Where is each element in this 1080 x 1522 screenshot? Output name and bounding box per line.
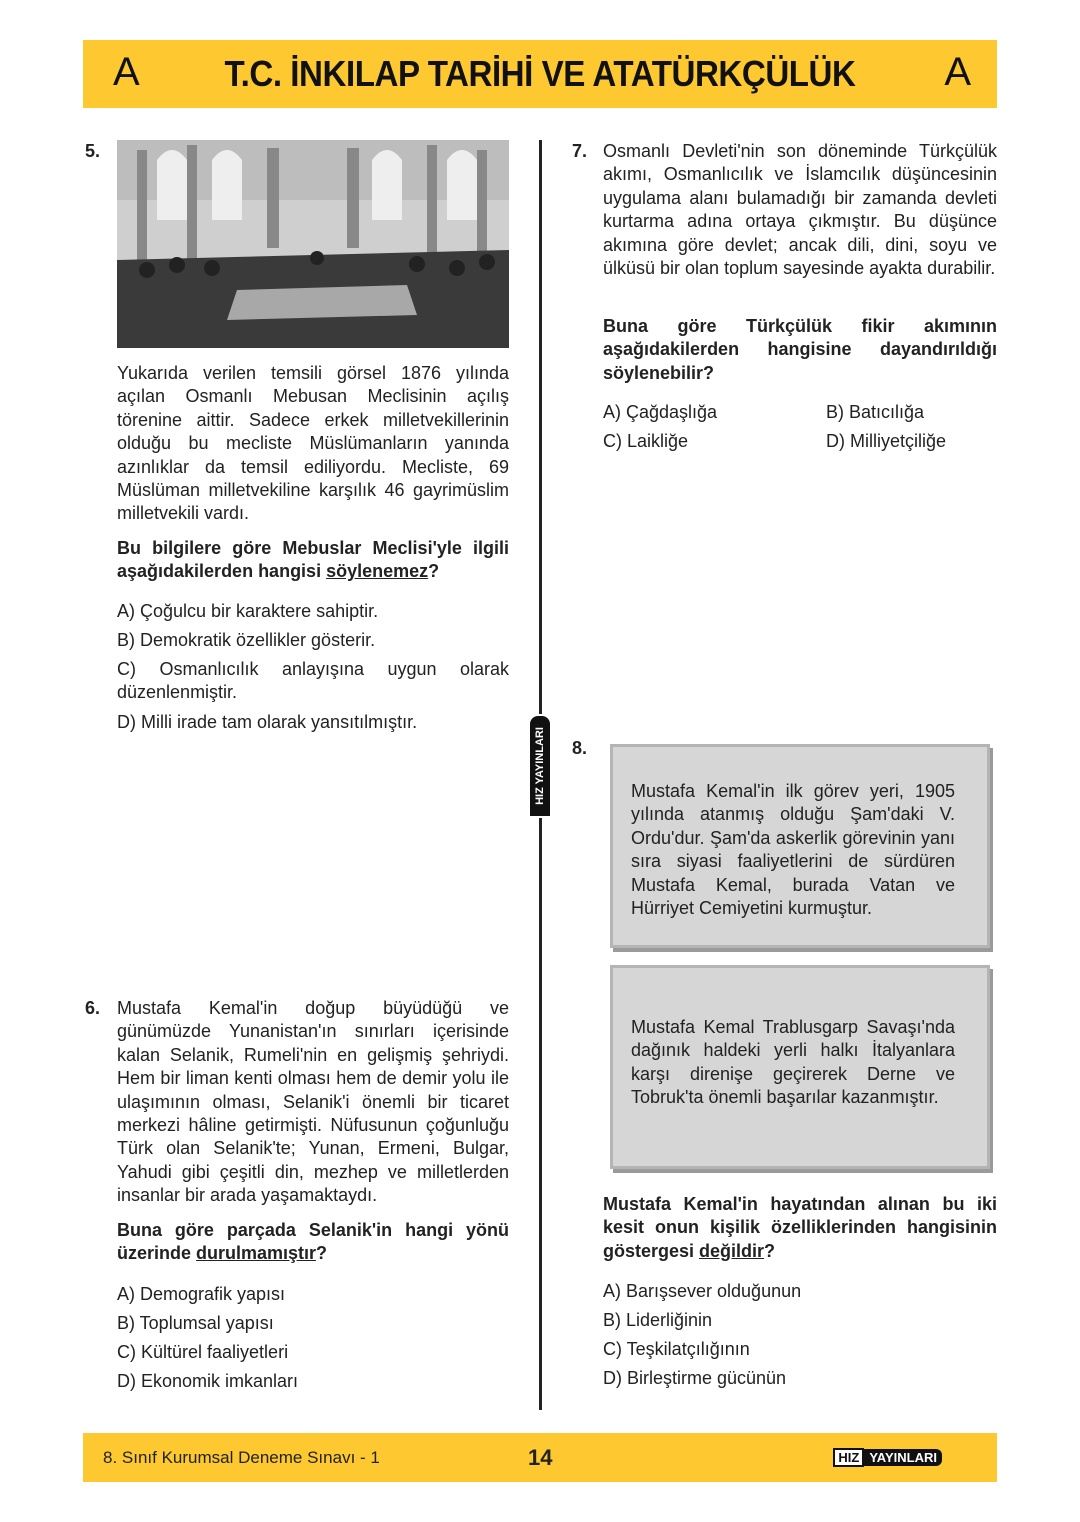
- q5-question-text: Bu bilgilere göre Mebuslar Meclisi'yle ilgili aşağıdakilerden hangisi: [117, 538, 509, 582]
- q7-number: 7.: [572, 141, 588, 161]
- q7-option-a[interactable]: A) Çağdaşlığa: [603, 402, 718, 422]
- q7-option-c[interactable]: C) Laikliğe: [603, 431, 689, 451]
- q7-option-d[interactable]: D) Milliyetçiliğe: [826, 431, 947, 451]
- q7-passage: Osmanlı Devleti'nin son döneminde Türkçülük akımı, Osmanlıcılık ve İslamcılık düşüncesinin uygulama alanı bulamadığı bir zamanda devleti kurtarma adına ortaya çıkmıştır. Bu düşünce akımına göre devlet; ancak dili, dini, soyu ve ülküsü bir olan toplum sayesinde ayakta durabilir.: [603, 141, 997, 279]
- q7-question: Buna göre Türkçülük fikir akımının aşağıdakilerden hangisine dayandırıldığı söylenebilir?: [603, 316, 997, 383]
- publisher-side-logo: [530, 716, 550, 816]
- q6-question: [117, 1219, 509, 1266]
- q5-question: [117, 537, 509, 584]
- subject-title: T.C. İNKILAP TARİHİ VE ATATÜRKÇÜLÜK: [224, 53, 856, 94]
- exam-name: 8. Sınıf Kurumsal Deneme Sınavı - 1: [103, 1448, 380, 1467]
- header-band: [83, 40, 997, 108]
- q6-option-c[interactable]: C) Kültürel faaliyetleri: [117, 1342, 289, 1362]
- q6-question-text: Buna göre parçada Selanik'in hangi yönü üzerinde: [117, 1220, 509, 1264]
- booklet-letter-right: A: [944, 50, 971, 94]
- q5-option-b[interactable]: B) Demokratik özellikler gösterir.: [117, 630, 376, 650]
- q7-option-b[interactable]: B) Batıcılığa: [826, 402, 925, 422]
- column-divider-bottom: [539, 818, 542, 1410]
- side-logo-text: HIZ YAYINLARI: [534, 727, 546, 805]
- q6-question-end: ?: [316, 1243, 328, 1264]
- q5-number: 5.: [85, 141, 101, 161]
- q8-option-d[interactable]: D) Birleştirme gücünün: [603, 1368, 787, 1388]
- footer-band: [83, 1433, 997, 1482]
- parliament-opening-image: [117, 140, 509, 348]
- q8-question-end: ?: [764, 1240, 776, 1261]
- q6-question-emphasis: durulmamıştır: [196, 1243, 317, 1264]
- q8-question-emphasis: değildir: [699, 1240, 765, 1261]
- q8-number: 8.: [572, 738, 588, 758]
- q5-question-emphasis: söylenemez: [326, 561, 429, 582]
- q8-box2-text: Mustafa Kemal Trablusgarp Savaşı'nda dağınık haldeki yerli halkı İtalyanlara karşı direnişe geçirerek Derne ve Tobruk'ta önemli başarılar kazanmıştır.: [631, 1017, 955, 1108]
- q5-option-a[interactable]: A) Çoğulcu bir karaktere sahiptir.: [117, 601, 379, 621]
- q5-option-c[interactable]: C) Osmanlıcılık anlayışına uygun olarak düzenlenmiştir.: [117, 659, 509, 703]
- q8-question-text: Mustafa Kemal'in hayatından alınan bu iki kesit onun kişilik özelliklerinden hangisinin göstergesi: [603, 1194, 997, 1261]
- q6-passage: Mustafa Kemal'in doğup büyüdüğü ve günümüzde Yunanistan'ın sınırları içerisinde kalan Selanik, Rumeli'nin en gelişmiş şehriydi. Hem bir liman kenti olması hem de demir yolu ile ulaşımının olması, Selanik'i önemli bir ticaret merkezi hâline getirmişti. Nüfusunun çoğunluğu Türk olan Selanik'te; Yunan, Ermeni, Bulgar, Yahudi gibi çeşitli din, mezhep ve milletlerden insanlar bir arada yaşamaktaydı.: [117, 998, 509, 1206]
- q8-option-b[interactable]: B) Liderliğinin: [603, 1310, 713, 1330]
- logo-part-b: YAYINLARI: [864, 1449, 942, 1466]
- q6-option-b[interactable]: B) Toplumsal yapısı: [117, 1313, 274, 1333]
- page-number: 14: [528, 1445, 553, 1470]
- q8-option-c[interactable]: C) Teşkilatçılığının: [603, 1339, 750, 1359]
- q5-option-d[interactable]: D) Milli irade tam olarak yansıtılmıştır.: [117, 712, 418, 732]
- q6-number: 6.: [85, 998, 101, 1018]
- q5-passage: Yukarıda verilen temsili görsel 1876 yılında açılan Osmanlı Mebusan Meclisinin açılış törenine aittir. Sadece erkek milletvekillerinin olduğu bu mecliste Müslümanların yanında azınlıklar da temsil ediliyordu. Mecliste, 69 Müslüman milletvekiline karşılık 46 gayrimüslim milletvekili vardı.: [117, 363, 509, 524]
- q8-question: [603, 1193, 997, 1263]
- column-divider-top: [539, 140, 542, 714]
- q6-option-d[interactable]: D) Ekonomik imkanları: [117, 1371, 299, 1391]
- q8-box1-text: Mustafa Kemal'in ilk görev yeri, 1905 yılında atanmış olduğu Şam'daki V. Ordu'dur. Şam'da askerlik görevinin yanı sıra siyasi faaliyetlerini de sürdüren Mustafa Kemal, burada Vatan ve Hürriyet Cemiyetini kurmuştur.: [631, 781, 955, 919]
- q6-option-a[interactable]: A) Demografik yapısı: [117, 1284, 286, 1304]
- q8-option-a[interactable]: A) Barışsever olduğunun: [603, 1281, 802, 1301]
- booklet-letter-left: A: [113, 50, 140, 94]
- logo-part-a: HIZ: [833, 1448, 864, 1467]
- publisher-logo: [833, 1448, 942, 1467]
- q5-question-end: ?: [428, 561, 440, 582]
